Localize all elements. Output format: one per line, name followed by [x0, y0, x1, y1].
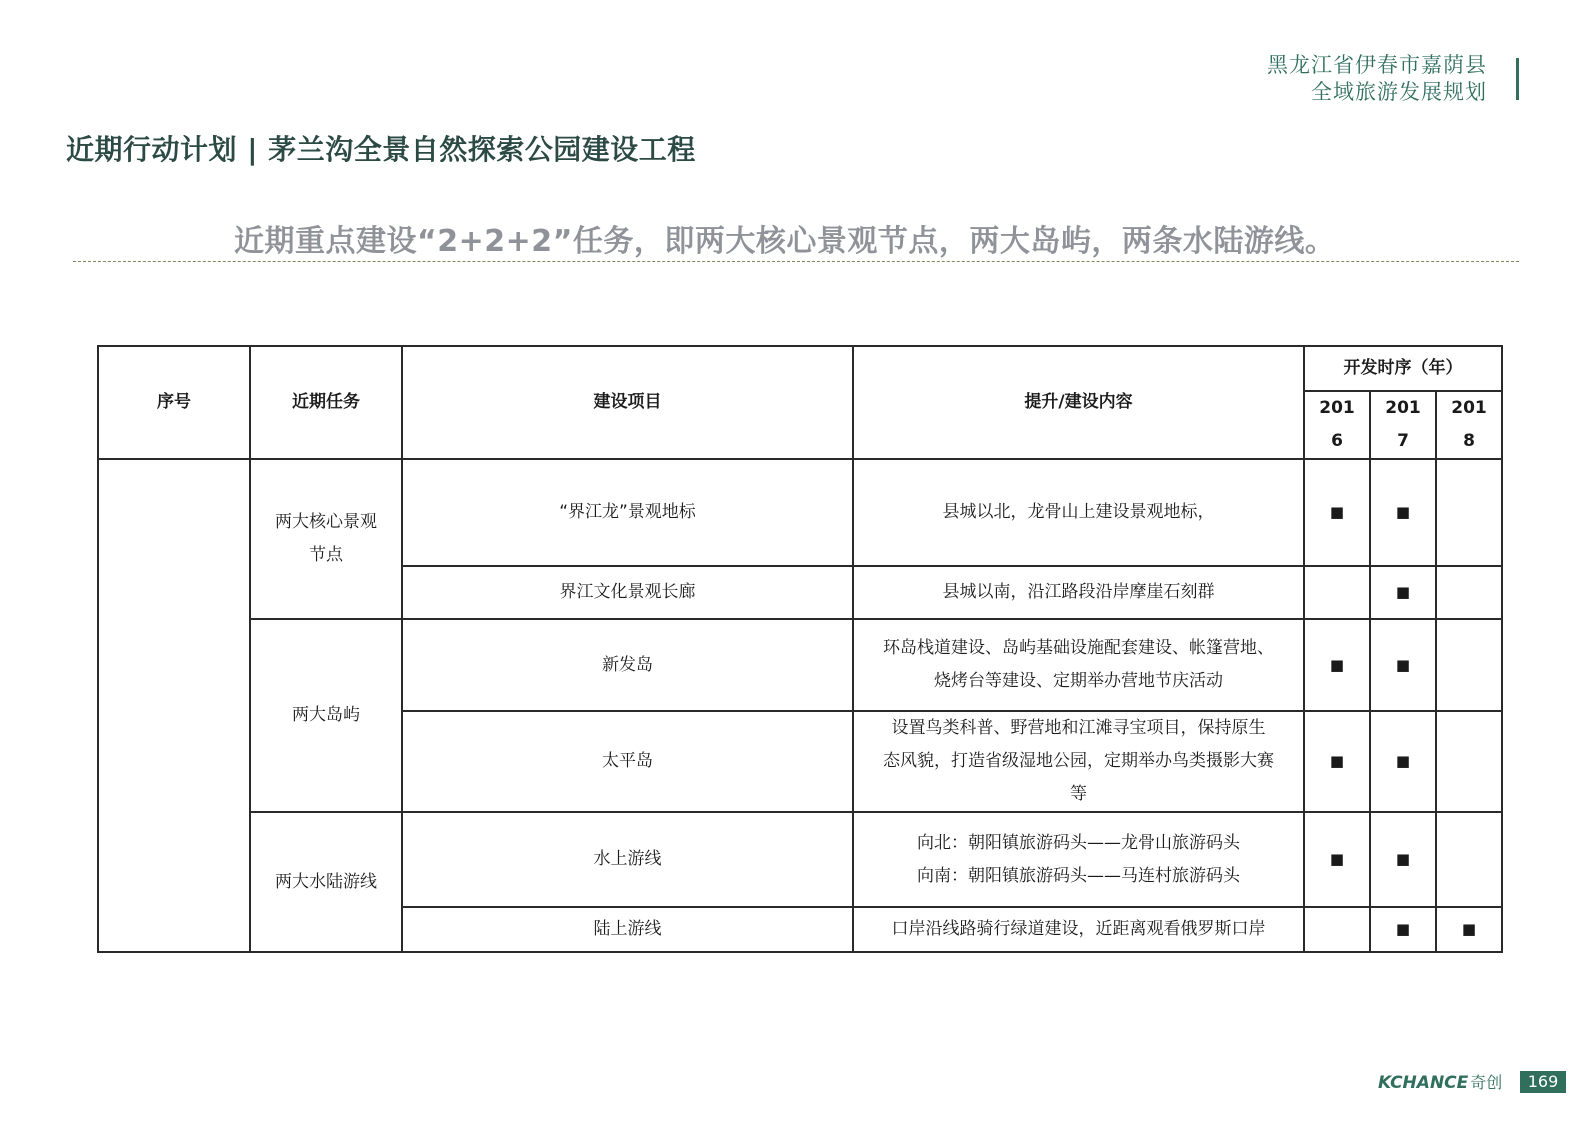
- mark-2017: ■: [1370, 619, 1436, 711]
- mark-2016: [1304, 566, 1370, 619]
- project-cell: 陆上游线: [402, 907, 853, 952]
- mark-2018: ■: [1436, 907, 1502, 952]
- brand-logo-text: KCHANCE: [1378, 1073, 1469, 1093]
- header-task: 近期任务: [250, 346, 402, 459]
- header-content: 提升/建设内容: [853, 346, 1304, 459]
- page-title: 近期行动计划 | 茅兰沟全景自然探索公园建设工程: [66, 133, 696, 166]
- header-schedule: 开发时序（年）: [1304, 346, 1502, 391]
- table-row: [98, 812, 1502, 907]
- table-row: [98, 619, 1502, 711]
- mark-2016: ■: [1304, 711, 1370, 812]
- brand-logo: [1378, 1070, 1502, 1093]
- mark-2016: ■: [1304, 459, 1370, 566]
- index-cell: [98, 459, 250, 952]
- content-cell: 向北：朝阳镇旅游码头——龙骨山旅游码头 向南：朝阳镇旅游码头——马连村旅游码头: [853, 812, 1304, 907]
- mark-2018: [1436, 459, 1502, 566]
- brand-logo-cn: 奇创: [1470, 1073, 1503, 1092]
- mark-2018: [1436, 711, 1502, 812]
- mark-2017: ■: [1370, 566, 1436, 619]
- document-header: [1267, 52, 1487, 106]
- header-year-2016: 201 6: [1304, 391, 1370, 459]
- project-cell: 新发岛: [402, 619, 853, 711]
- mark-2018: [1436, 566, 1502, 619]
- mark-2016: ■: [1304, 812, 1370, 907]
- table-header-row: [98, 346, 1502, 391]
- content-cell: 口岸沿线路骑行绿道建设，近距离观看俄罗斯口岸: [853, 907, 1304, 952]
- project-cell: “界江龙”景观地标: [402, 459, 853, 566]
- mark-2017: ■: [1370, 459, 1436, 566]
- mark-2018: [1436, 812, 1502, 907]
- header-line-1: 黑龙江省伊春市嘉荫县: [1267, 53, 1487, 77]
- subtitle: 近期重点建设“2+2+2”任务，即两大核心景观节点，两大岛屿，两条水陆游线。: [234, 224, 1336, 259]
- content-cell: 环岛栈道建设、岛屿基础设施配套建设、帐篷营地、 烧烤台等建设、定期举办营地节庆活动: [853, 619, 1304, 711]
- header-line-2: 全域旅游发展规划: [1311, 80, 1487, 104]
- content-cell: 县城以南，沿江路段沿岸摩崖石刻群: [853, 566, 1304, 619]
- content-cell: 设置鸟类科普、野营地和江滩寻宝项目，保持原生 态风貌，打造省级湿地公园，定期举办鸟类摄影大赛 等: [853, 711, 1304, 812]
- mark-2017: ■: [1370, 907, 1436, 952]
- project-cell: 水上游线: [402, 812, 853, 907]
- mark-2016: ■: [1304, 619, 1370, 711]
- table-row: [98, 459, 1502, 566]
- task-cell: 两大水陆游线: [250, 812, 402, 952]
- header-accent-bar: [1516, 58, 1519, 100]
- mark-2016: [1304, 907, 1370, 952]
- header-year-2017: 201 7: [1370, 391, 1436, 459]
- subtitle-divider: [73, 261, 1519, 262]
- header-index: 序号: [98, 346, 250, 459]
- content-cell: 县城以北，龙骨山上建设景观地标，: [853, 459, 1304, 566]
- task-cell: 两大核心景观 节点: [250, 459, 402, 619]
- mark-2017: ■: [1370, 812, 1436, 907]
- action-plan-table: [97, 345, 1503, 953]
- mark-2017: ■: [1370, 711, 1436, 812]
- task-cell: 两大岛屿: [250, 619, 402, 812]
- project-cell: 太平岛: [402, 711, 853, 812]
- header-project: 建设项目: [402, 346, 853, 459]
- header-year-2018: 201 8: [1436, 391, 1502, 459]
- project-cell: 界江文化景观长廊: [402, 566, 853, 619]
- page-number: 169: [1520, 1071, 1566, 1093]
- mark-2018: [1436, 619, 1502, 711]
